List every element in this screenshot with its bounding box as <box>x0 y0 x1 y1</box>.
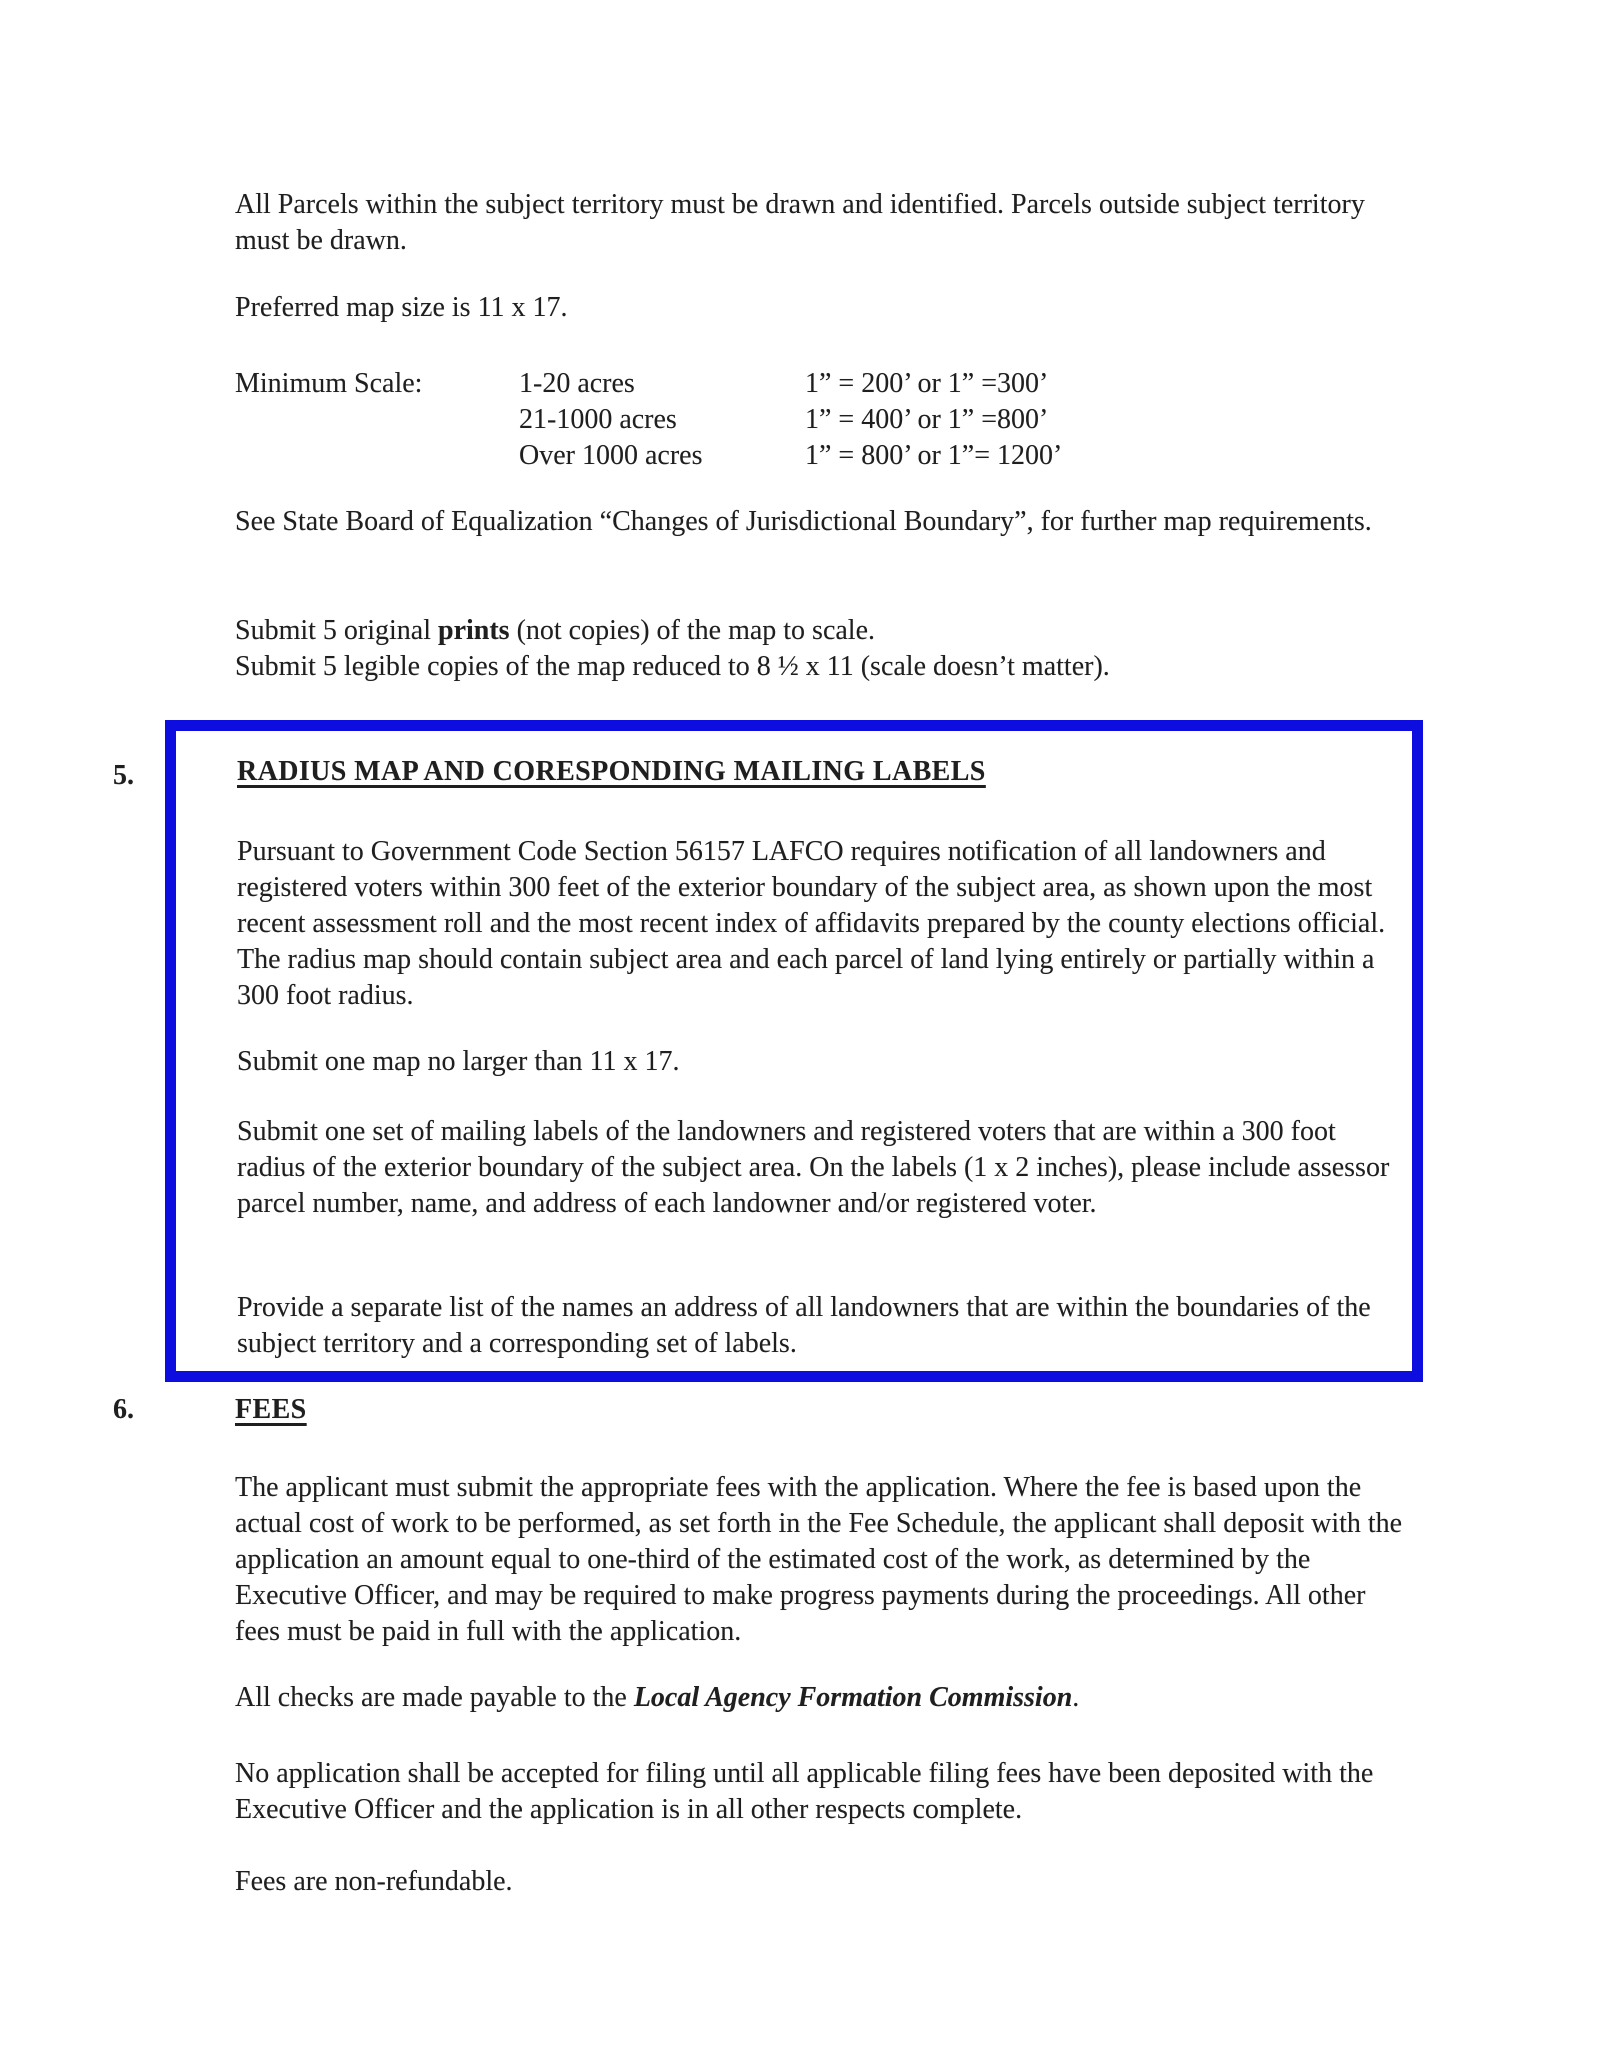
section-6-number: 6. <box>113 1394 134 1425</box>
minimum-scale-table <box>235 366 1415 474</box>
paragraph-map-size: Preferred map size is 11 x 17. <box>235 292 568 323</box>
checks-payee: Local Agency Formation Commission <box>633 1682 1073 1713</box>
scale-row <box>235 366 1415 402</box>
checks-payable-post: . <box>1072 1682 1080 1713</box>
scale-value: 1” = 200’ or 1” =300’ <box>805 368 1049 399</box>
scale-value: 1” = 800’ or 1”= 1200’ <box>805 440 1063 471</box>
submit-prints-bold: prints <box>438 615 510 646</box>
line-submit-prints <box>235 613 1415 649</box>
submit-prints-post: (not copies) of the map to scale. <box>509 615 876 646</box>
scale-row <box>235 438 1415 474</box>
paragraph-checks-payable <box>235 1680 1415 1716</box>
paragraph-boe-reference: See State Board of Equalization “Changes of Jurisdictional Boundary”, for further map requirements. <box>235 506 1372 537</box>
scale-acres-range: 21-1000 acres <box>519 404 677 435</box>
scale-row <box>235 402 1415 438</box>
checks-payable-pre: All checks are made payable to the <box>235 1682 634 1713</box>
section-5-highlight-box <box>165 720 1423 1382</box>
scale-acres-range: Over 1000 acres <box>519 440 703 471</box>
paragraph-submit-one-map: Submit one map no larger than 11 x 17. <box>237 1046 680 1077</box>
paragraph-submit-requirements <box>235 613 1415 685</box>
paragraph-separate-list: Provide a separate list of the names an address of all landowners that are within the boundaries of the subject territory and a corresponding set of labels. <box>237 1292 1371 1359</box>
paragraph-no-application: No application shall be accepted for filing until all applicable filing fees have been deposited with the Executive Officer and the application is in all other respects complete. <box>235 1758 1374 1825</box>
paragraph-nonrefundable: Fees are non-refundable. <box>235 1866 513 1897</box>
section-5-number: 5. <box>113 760 134 791</box>
scale-table-label: Minimum Scale: <box>235 368 423 399</box>
scale-value: 1” = 400’ or 1” =800’ <box>805 404 1049 435</box>
section-5-heading: RADIUS MAP AND CORESPONDING MAILING LABELS <box>237 756 986 787</box>
paragraph-fees-details: The applicant must submit the appropriate fees with the application. Where the fee is based upon the actual cost of work to be performed, as set forth in the Fee Schedule, the applicant shall deposit with the application an amount equal to one-third of the estimated cost of the work, as determined by the Executive Officer, and may be required to make progress payments during the proceedings. All other fees must be paid in full with the application. <box>235 1472 1403 1647</box>
section-6-heading: FEES <box>235 1394 307 1425</box>
submit-prints-pre: Submit 5 original <box>235 615 438 646</box>
paragraph-mailing-labels: Submit one set of mailing labels of the landowners and registered voters that are within a 300 foot radius of the exterior boundary of the subject area. On the labels (1 x 2 inches), please include assessor parcel number, name, and address of each landowner and/or registered voter. <box>237 1116 1390 1219</box>
scale-table-label-spacer <box>235 402 519 438</box>
paragraph-pursuant: Pursuant to Government Code Section 56157 LAFCO requires notification of all landowners and registered voters within 300 feet of the exterior boundary of the subject area, as shown upon the most recent assessment roll and the most recent index of affidavits prepared by the county elections official. The radius map should contain subject area and each parcel of land lying entirely or partially within a 300 foot radius. <box>237 836 1386 1011</box>
paragraph-parcels: All Parcels within the subject territory must be drawn and identified. Parcels outside subject territory must be drawn. <box>235 189 1365 256</box>
scale-acres-range: 1-20 acres <box>519 368 635 399</box>
scale-table-label-spacer <box>235 438 519 474</box>
line-submit-copies: Submit 5 legible copies of the map reduced to 8 ½ x 11 (scale doesn’t matter). <box>235 651 1110 682</box>
